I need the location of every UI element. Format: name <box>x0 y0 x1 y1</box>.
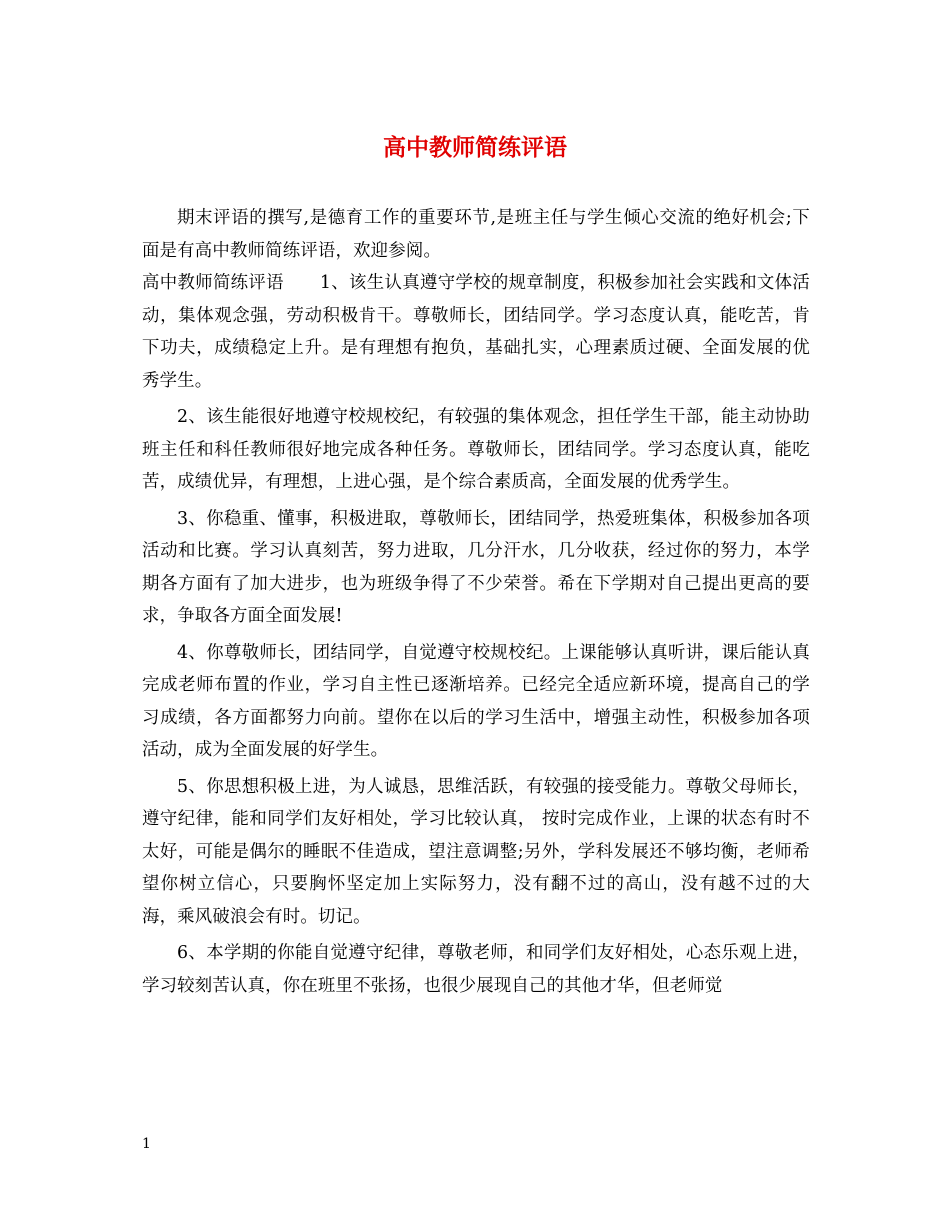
document-body <box>142 202 810 1002</box>
section-heading: 高中教师简练评语 <box>142 273 284 293</box>
comment-paragraph-3: 3、你稳重、懂事，积极进取，尊敬师长，团结同学，热爱班集体，积极参加各项活动和比赛。学习认真刻苦，努力进取，几分汗水，几分收获，经过你的努力，本学期各方面有了加大进步，也为班级争得了不少荣誉。希在下学期对自己提出更高的要求，争取各方面全面发展! <box>142 508 810 626</box>
page-number: 1 <box>142 1136 151 1152</box>
comment-paragraph-2: 2、该生能很好地遵守校规校纪，有较强的集体观念，担任学生干部，能主动协助班主任和科任教师很好地完成各种任务。尊敬师长，团结同学。学习态度认真，能吃苦，成绩优异，有理想，上进心强，是个综合素质高，全面发展的优秀学生。 <box>142 407 810 492</box>
comment-paragraph-6: 6、本学期的你能自觉遵守纪律，尊敬老师，和同学们友好相处，心态乐观上进，学习较刻苦认真，你在班里不张扬，也很少展现自己的其他才华，但老师觉 <box>142 943 810 996</box>
intro-paragraph: 期末评语的撰写,是德育工作的重要环节,是班主任与学生倾心交流的绝好机会;下面是有高中教师简练评语，欢迎参阅。 <box>142 208 810 261</box>
page-title: 高中教师简练评语 <box>383 134 567 161</box>
comment-paragraph-1 <box>142 267 810 397</box>
comment-paragraph-4: 4、你尊敬师长，团结同学，自觉遵守校规校纪。上课能够认真听讲，课后能认真完成老师布置的作业，学习自主性已逐渐培养。已经完全适应新环境，提高自己的学习成绩，各方面都努力向前。望你在以后的学习生活中，增强主动性，积极参加各项活动，成为全面发展的好学生。 <box>142 642 810 760</box>
comment-paragraph-5: 5、你思想积极上进，为人诚恳，思维活跃，有较强的接受能力。尊敬父母师长，遵守纪律，能和同学们友好相处，学习比较认真， 按时完成作业，上课的状态有时不太好，可能是偶尔的睡眠不佳造成，望注意调整;另外，学科发展还不够均衡，老师希望你树立信心，只要胸怀坚定加上实际努力，没有翻不过的高山，没有越不过的大海，乘风破浪会有时。切记。 <box>142 776 810 927</box>
comment-text-1: 1、该生认真遵守学校的规章制度，积极参加社会实践和文体活动，集体观念强，劳动积极肯干。尊敬师长，团结同学。学习态度认真，能吃苦，肯下功夫，成绩稳定上升。是有理想有抱负，基础扎实，心理素质过硬、全面发展的优秀学生。 <box>142 273 810 391</box>
